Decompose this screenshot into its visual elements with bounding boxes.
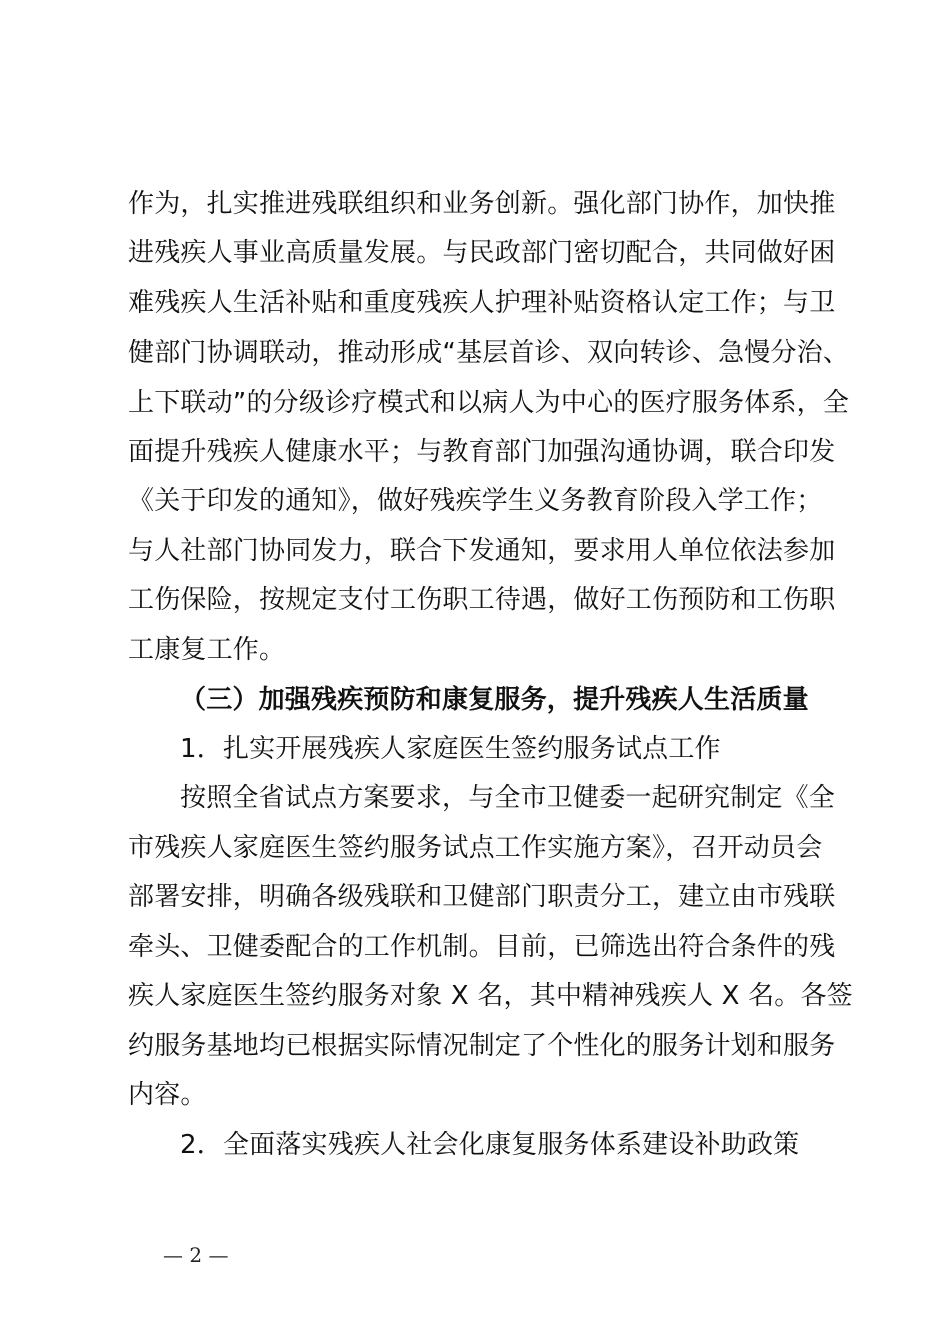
- body-text-line: 上下联动”的分级诊疗模式和以病人为中心的医疗服务体系，全: [128, 388, 850, 418]
- page-number: — 2 —: [163, 1243, 229, 1267]
- body-text-line: 工伤保险，按规定支付工伤职工待遇，做好工伤预防和工伤职: [128, 585, 836, 615]
- section-heading: （三）加强残疾预防和康复服务，提升残疾人生活质量: [180, 685, 809, 715]
- body-text-line: 进残疾人事业高质量发展。与民政部门密切配合，共同做好困: [128, 238, 836, 268]
- body-text-line: 与人社部门协同发力，联合下发通知，要求用人单位依法参加: [128, 536, 836, 566]
- body-text-line: 牵头、卫健委配合的工作机制。目前，已筛选出符合条件的残: [128, 932, 836, 962]
- body-text-line: 工康复工作。: [128, 635, 286, 665]
- body-text-line: 难残疾人生活补贴和重度残疾人护理补贴资格认定工作；与卫: [128, 288, 836, 318]
- body-text-line: 《关于印发的通知》，做好残疾学生义务教育阶段入学工作；: [128, 486, 823, 516]
- paragraph-first-line: 按照全省试点方案要求，与全市卫健委一起研究制定《全: [180, 783, 836, 813]
- body-text-line: 内容。: [128, 1080, 207, 1110]
- body-text-line: 部署安排，明确各级残联和卫健部门职责分工，建立由市残联: [128, 882, 836, 912]
- body-text-line: 市残疾人家庭医生签约服务试点工作实施方案》，召开动员会: [128, 833, 823, 863]
- body-text-line: 面提升残疾人健康水平；与教育部门加强沟通协调，联合印发: [128, 437, 836, 467]
- body-text-line: 健部门协调联动，推动形成“基层首诊、双向转诊、急慢分治、: [128, 338, 850, 368]
- body-text-line: 疾人家庭医生签约服务对象 X 名，其中精神残疾人 X 名。各签: [128, 981, 853, 1011]
- subsection-heading: 1．扎实开展残疾人家庭医生签约服务试点工作: [180, 734, 721, 764]
- subsection-heading: 2．全面落实残疾人社会化康复服务体系建设补助政策: [180, 1130, 800, 1160]
- body-text-line: 作为，扎实推进残联组织和业务创新。强化部门协作，加快推: [128, 189, 836, 219]
- body-text-line: 约服务基地均已根据实际情况制定了个性化的服务计划和服务: [128, 1031, 836, 1061]
